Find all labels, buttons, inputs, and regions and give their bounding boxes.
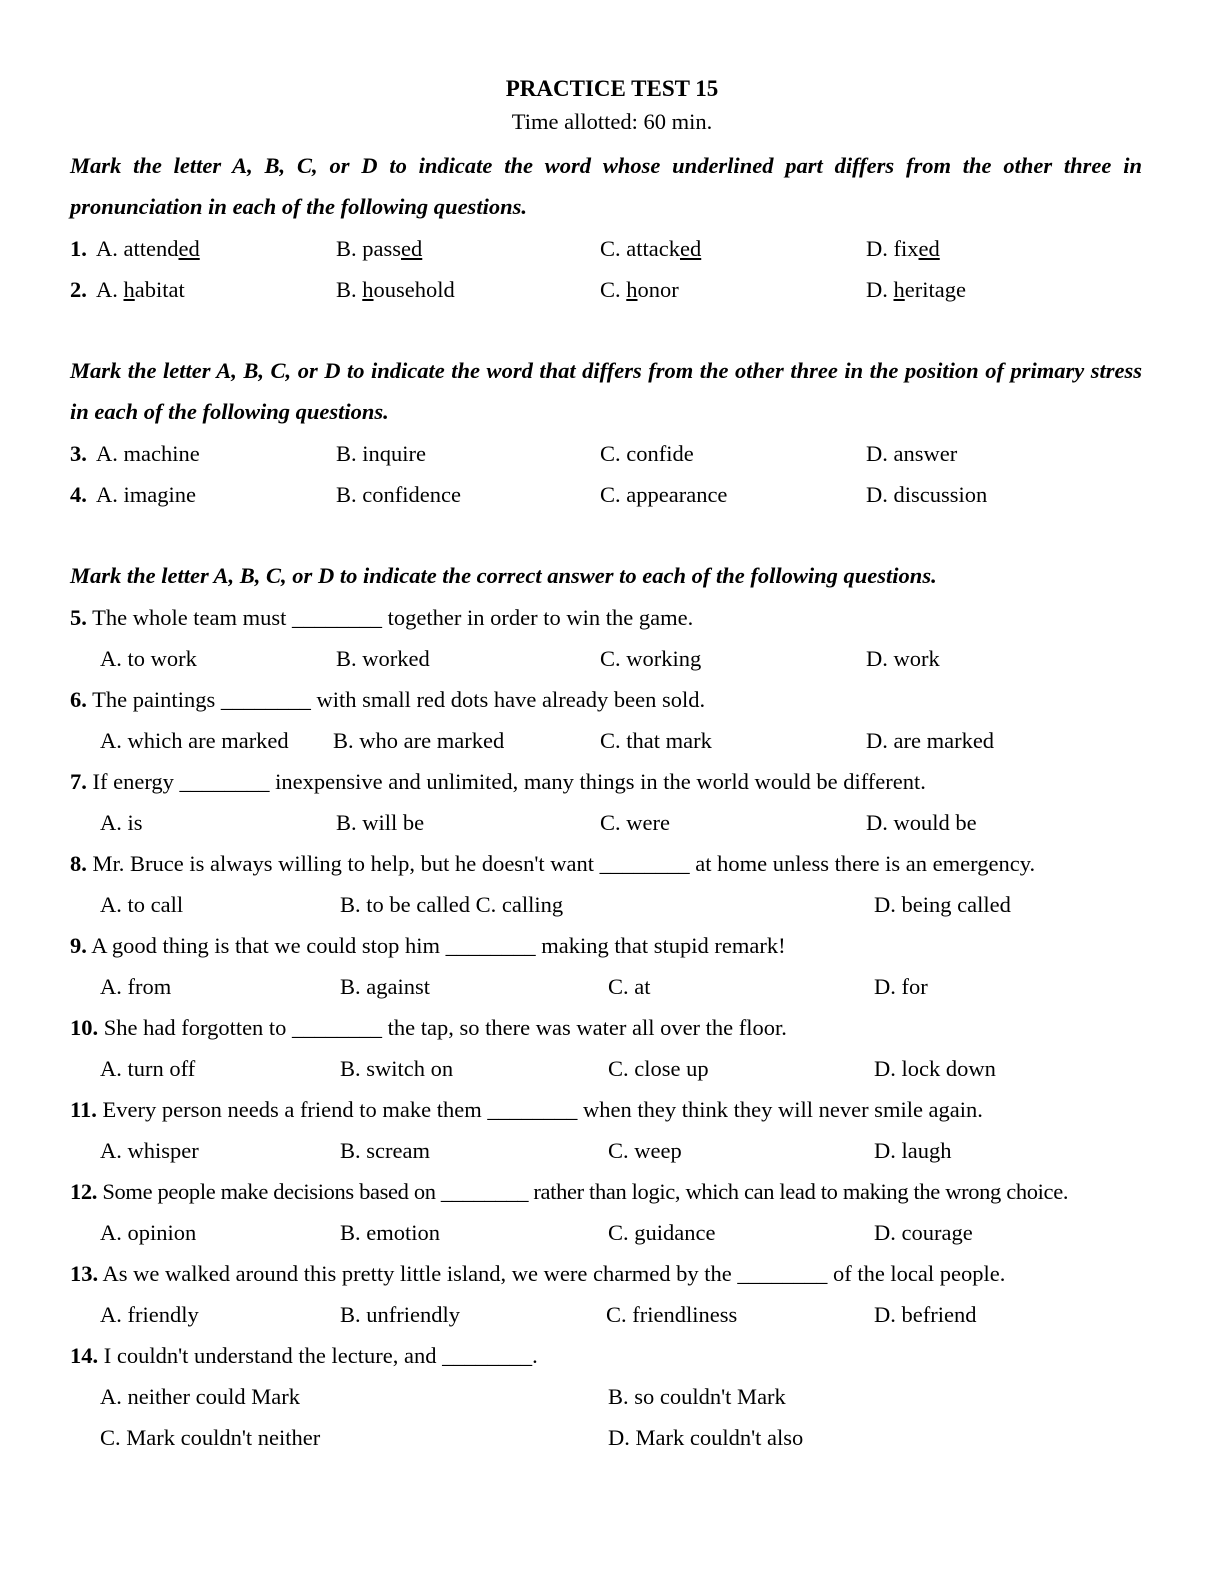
- option-c: C. guidance: [608, 1220, 716, 1245]
- option-d: D. for: [874, 974, 928, 999]
- option-d: D. answer: [866, 441, 958, 466]
- question-11: [70, 1097, 983, 1127]
- option-b-c: B. to be called C. calling: [340, 892, 564, 917]
- question-number: 11.: [70, 1097, 97, 1122]
- option-a: A. imagine: [96, 482, 196, 507]
- question-number: 12.: [70, 1179, 98, 1204]
- option-d: D. heritage: [866, 277, 966, 302]
- option-c: C. Mark couldn't neither: [100, 1425, 321, 1450]
- option-b: B. will be: [336, 810, 425, 835]
- question-text: As we walked around this pretty little island, we were charmed by the ________ of the local people.: [102, 1261, 1006, 1286]
- option-a: A. to call: [100, 892, 184, 917]
- option-d: D. are marked: [866, 728, 995, 753]
- option-d: D. lock down: [874, 1056, 996, 1081]
- option-b: B. scream: [340, 1138, 430, 1163]
- option-c: C. at: [608, 974, 651, 999]
- question-number: 9.: [70, 933, 87, 958]
- question-text: Some people make decisions based on ________ rather than logic, which can lead to making the wrong choice.: [102, 1179, 1069, 1204]
- option-d: D. would be: [866, 810, 977, 835]
- option-c: C. friendliness: [606, 1302, 738, 1327]
- question-text: She had forgotten to ________ the tap, so there was water all over the floor.: [103, 1015, 787, 1040]
- option-b: B. household: [336, 277, 455, 302]
- option-c: C. were: [600, 810, 670, 835]
- option-d: D. being called: [874, 892, 1011, 917]
- question-text: The paintings ________ with small red dots have already been sold.: [92, 687, 706, 712]
- question-number: 10.: [70, 1015, 99, 1040]
- question-3: [70, 441, 958, 471]
- option-a: A. opinion: [100, 1220, 197, 1245]
- question-8: [70, 851, 1035, 881]
- question-7: [70, 769, 926, 799]
- question-5: [70, 605, 693, 635]
- question-text: Mr. Bruce is always willing to help, but he doesn't want ________ at home unless there is an emergency.: [92, 851, 1036, 876]
- option-d: D. courage: [874, 1220, 973, 1245]
- option-d: D. laugh: [874, 1138, 952, 1163]
- option-b: B. passed: [336, 236, 423, 261]
- question-10: [70, 1015, 787, 1045]
- grammar-instruction: Mark the letter A, B, C, or D to indicate the correct answer to each of the following questions.: [70, 563, 937, 588]
- option-a: A. which are marked: [100, 728, 289, 753]
- question-1: [70, 236, 940, 266]
- question-number: 8.: [70, 851, 87, 876]
- option-c: C. weep: [608, 1138, 682, 1163]
- question-number: 1.: [70, 236, 87, 261]
- question-text: If energy ________ inexpensive and unlimited, many things in the world would be different.: [92, 769, 926, 794]
- pronunciation-instruction: Mark the letter A, B, C, or D to indicate the word whose underlined part differs from the other three in pronunciation in each of the following questions.: [70, 153, 1142, 219]
- option-a: A. attended: [96, 236, 200, 261]
- question-text: I couldn't understand the lecture, and ________.: [103, 1343, 538, 1368]
- time-allotted: Time allotted: 60 min.: [511, 109, 713, 134]
- option-b: B. emotion: [340, 1220, 440, 1245]
- option-c: C. confide: [600, 441, 694, 466]
- question-text: The whole team must ________ together in order to win the game.: [92, 605, 694, 630]
- question-number: 2.: [70, 277, 87, 302]
- question-6: [70, 687, 705, 717]
- page-title: PRACTICE TEST 15: [505, 76, 719, 101]
- option-a: A. neither could Mark: [100, 1384, 300, 1409]
- option-b: B. unfriendly: [340, 1302, 460, 1327]
- option-d: D. befriend: [874, 1302, 977, 1327]
- question-number: 7.: [70, 769, 87, 794]
- option-c: C. attacked: [600, 236, 702, 261]
- option-c: C. close up: [608, 1056, 709, 1081]
- option-b: B. who are marked: [333, 728, 505, 753]
- option-c: C. appearance: [600, 482, 728, 507]
- question-number: 4.: [70, 482, 87, 507]
- question-12: [70, 1179, 1068, 1209]
- question-number: 13.: [70, 1261, 99, 1286]
- question-4: [70, 482, 988, 512]
- option-d: D. Mark couldn't also: [608, 1425, 804, 1450]
- option-a: A. machine: [96, 441, 200, 466]
- option-d: D. fixed: [866, 236, 940, 261]
- question-number: 6.: [70, 687, 87, 712]
- option-a: A. turn off: [100, 1056, 196, 1081]
- question-2: [70, 277, 966, 307]
- question-9: [70, 933, 786, 963]
- question-13: [70, 1261, 1005, 1291]
- option-b: B. inquire: [336, 441, 426, 466]
- option-a: A. to work: [100, 646, 197, 671]
- question-number: 14.: [70, 1343, 99, 1368]
- option-b: B. worked: [336, 646, 430, 671]
- option-a: A. friendly: [100, 1302, 199, 1327]
- option-a: A. habitat: [96, 277, 185, 302]
- option-b: B. so couldn't Mark: [608, 1384, 786, 1409]
- question-number: 3.: [70, 441, 87, 466]
- question-number: 5.: [70, 605, 87, 630]
- option-a: A. whisper: [100, 1138, 199, 1163]
- option-d: D. discussion: [866, 482, 988, 507]
- question-text: Every person needs a friend to make them ________ when they think they will never smile again.: [102, 1097, 983, 1122]
- option-b: B. switch on: [340, 1056, 454, 1081]
- option-b: B. confidence: [336, 482, 461, 507]
- question-14: [70, 1343, 538, 1373]
- option-c: C. working: [600, 646, 702, 671]
- option-c: C. honor: [600, 277, 679, 302]
- option-d: D. work: [866, 646, 940, 671]
- question-text: A good thing is that we could stop him ________ making that stupid remark!: [91, 933, 786, 958]
- option-c: C. that mark: [600, 728, 712, 753]
- stress-instruction: Mark the letter A, B, C, or D to indicate the word that differs from the other three in the position of primary stress in each of the following questions.: [70, 358, 1142, 424]
- option-a: A. from: [100, 974, 172, 999]
- option-a: A. is: [100, 810, 143, 835]
- option-b: B. against: [340, 974, 430, 999]
